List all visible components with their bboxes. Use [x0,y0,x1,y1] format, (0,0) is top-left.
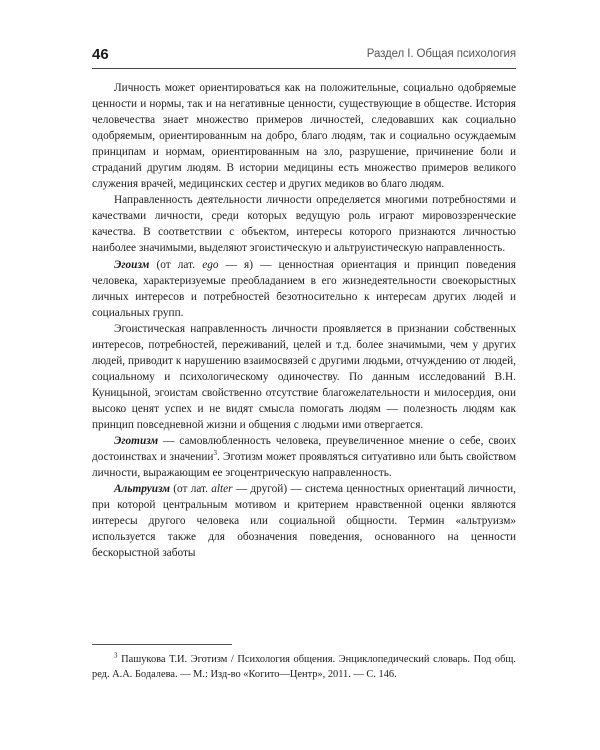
paragraph-egoistic-orientation: Эгоистическая направленность личности проявляется в признании собственных интересов, потребностей, переживаний, целей и т.д. более значимыми, чем у других людей, приводит к нарушению взаимосвязей с другими людьми, отчуждению от людей, социальному и психологическому одиночеству. По данным исследований В.Н. Куницыной, эгоистам свойственно отсутствие благожелательности и милосердия, они высоко ценят успех и не видят смысла помогать людям — полезность людям как принцип повседневной жизни и общения с людьми ими отвергается. [92,322,516,431]
altruism-definition-text: — другой) — система ценностных ориентаций личности, при которой центральным мотивом и критерием нравственной оценки являются интересы другого человека или социальной общности. Термин «альтруизм» используется также для обозначения поведения, основанного на ценности бескорыстной заботы [92,483,516,560]
latin-ego: ego [202,258,219,271]
paragraph-egoism-definition [92,257,516,321]
section-title: Раздел I. Общая психология [366,48,516,60]
footnote-mark: 3 [114,651,118,660]
term-egoism: Эгоизм [114,258,150,271]
footnote [92,652,516,682]
page-number: 46 [92,46,109,63]
latin-alter: alter [211,483,233,496]
footnote-divider [92,644,232,645]
altruism-latin-prefix: (от лат. [169,483,212,496]
header-divider [92,68,516,69]
egotism-text-after-note: . Эготизм может проявляться ситуативно или быть свойством личности, выражающим ее эгоцентрическую направленность. [92,451,516,480]
term-altruism: Альтруизм [114,483,170,496]
main-text [92,80,516,561]
footnote-text: Пашукова Т.И. Эготизм / Психология общения. Энциклопедический словарь. Под общ. ред. А.А. Бодалева. — М.: Изд-во «Когито—Центр», 2011. — С. 146. [92,654,516,680]
paragraph-personality-values: Личность может ориентироваться как на положительные, социально одобряемые ценности и нормы, так и на негативные ценности, существующие в обществе. История человечества знает множество примеров личностей, следовавших как социально одобряемым, ориентированным на добро, благо людям, так и социально осуждаемым принципам и нормам, ориентированным на зло, разрушение, причинение боли и страданий другим людям. В истории медицины есть множество примеров великого служения врачей, медицинских сестер и других медиков во благо людям. [92,82,516,191]
egoism-definition-text: — я) — ценностная ориентация и принцип поведения человека, характеризуемые преобладанием в его жизнедеятельности своекорыстных личных интересов и потребностей безотносительно к интересам других людей и социальных групп. [92,258,516,319]
term-egotism: Эготизм [114,435,159,448]
paragraph-egotism-definition [92,433,516,481]
paragraph-altruism-definition [92,481,516,561]
footnote-reference[interactable]: 3 [213,449,217,458]
egoism-latin-prefix: (от лат. [149,258,203,271]
paragraph-orientation: Направленность деятельности личности определяется многими потребностями и качествами личности, среди которых ведущую роль играют мировоззренческие качества. В соответствии с объектом, интересы которого признаются личностью наиболее значимыми, выделяют эгоистическую и альтруистическую направленность. [92,194,516,255]
egotism-text-before-note: — самовлюбленность человека, преувеличенное мнение о себе, своих достоинствах и значении [92,435,516,464]
running-header [92,46,516,68]
